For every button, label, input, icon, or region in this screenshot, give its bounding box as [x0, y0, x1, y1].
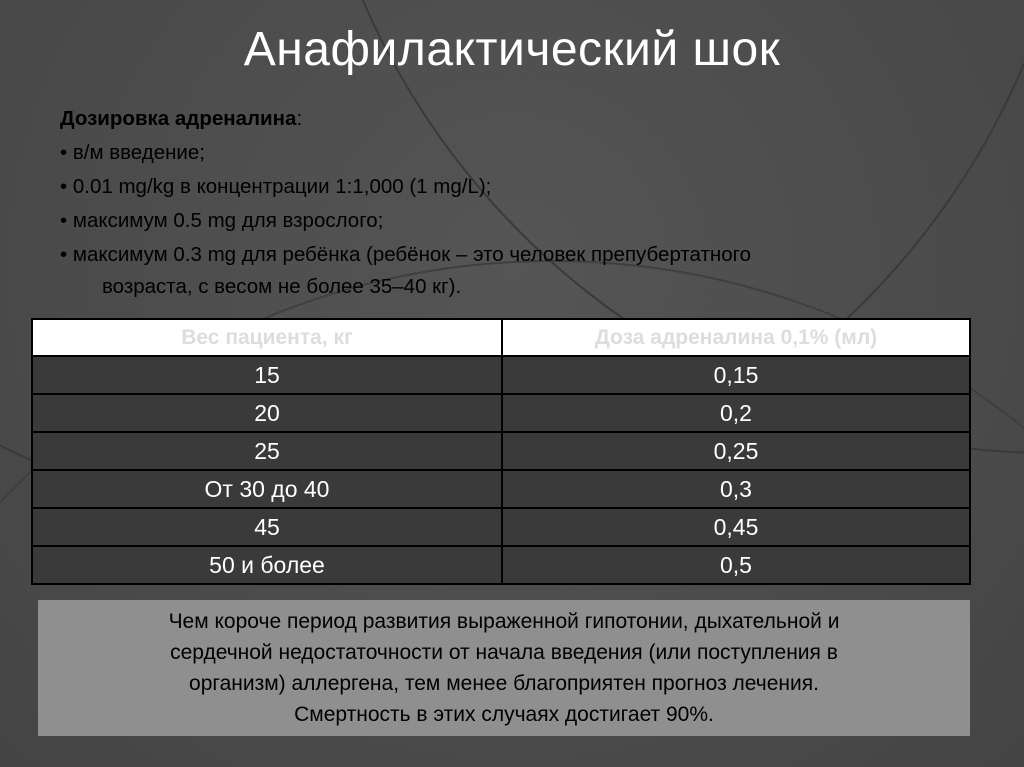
bullet-item: • максимум 0.5 mg для взрослого; [60, 209, 384, 232]
weight-cell: От 30 до 40 [32, 470, 502, 508]
bullet-item-continuation: возраста, с весом не более 35–40 кг). [102, 275, 462, 298]
note-line: Чем короче период развития выраженной гипотонии, дыхательной и [168, 610, 840, 633]
table-row [32, 356, 970, 394]
table-row [32, 508, 970, 546]
dose-cell: 0,5 [502, 546, 970, 584]
weight-cell: 45 [32, 508, 502, 546]
table-row [32, 470, 970, 508]
dosage-heading-colon: : [296, 107, 303, 130]
note-line: организм) аллергена, тем менее благоприятен прогноз лечения. [189, 672, 819, 695]
column-header-weight: Вес пациента, кг [32, 319, 502, 356]
weight-cell: 15 [32, 356, 502, 394]
table-row [32, 432, 970, 470]
note-line: сердечной недостаточности от начала введения (или поступления в [170, 641, 838, 664]
slide-title: Анафилактический шок [243, 23, 781, 76]
content-block [60, 102, 980, 302]
note-line: Смертность в этих случаях достигает 90%. [294, 703, 714, 726]
dose-cell: 0,2 [502, 394, 970, 432]
dosage-table [31, 318, 971, 585]
weight-cell: 25 [32, 432, 502, 470]
weight-cell: 20 [32, 394, 502, 432]
table-row [32, 394, 970, 432]
dosage-heading [60, 102, 980, 136]
dose-cell: 0,25 [502, 432, 970, 470]
dose-cell: 0,45 [502, 508, 970, 546]
weight-cell: 50 и более [32, 546, 502, 584]
dose-cell: 0,15 [502, 356, 970, 394]
bullet-item-text: • максимум 0.3 mg для ребёнка (ребёнок – это человек препубертатного [60, 243, 752, 266]
dose-cell: 0,3 [502, 470, 970, 508]
column-header-dose: Доза адреналина 0,1% (мл) [502, 319, 970, 356]
bullet-item: • в/м введение; [60, 141, 205, 164]
table-header-row [32, 319, 970, 356]
bullet-item: • 0.01 mg/kg в концентрации 1:1,000 (1 mg/L); [60, 175, 492, 198]
prognosis-note [38, 600, 970, 736]
dosage-heading-label: Дозировка адреналина [60, 107, 297, 130]
bullet-item [60, 238, 980, 302]
table-row [32, 546, 970, 584]
